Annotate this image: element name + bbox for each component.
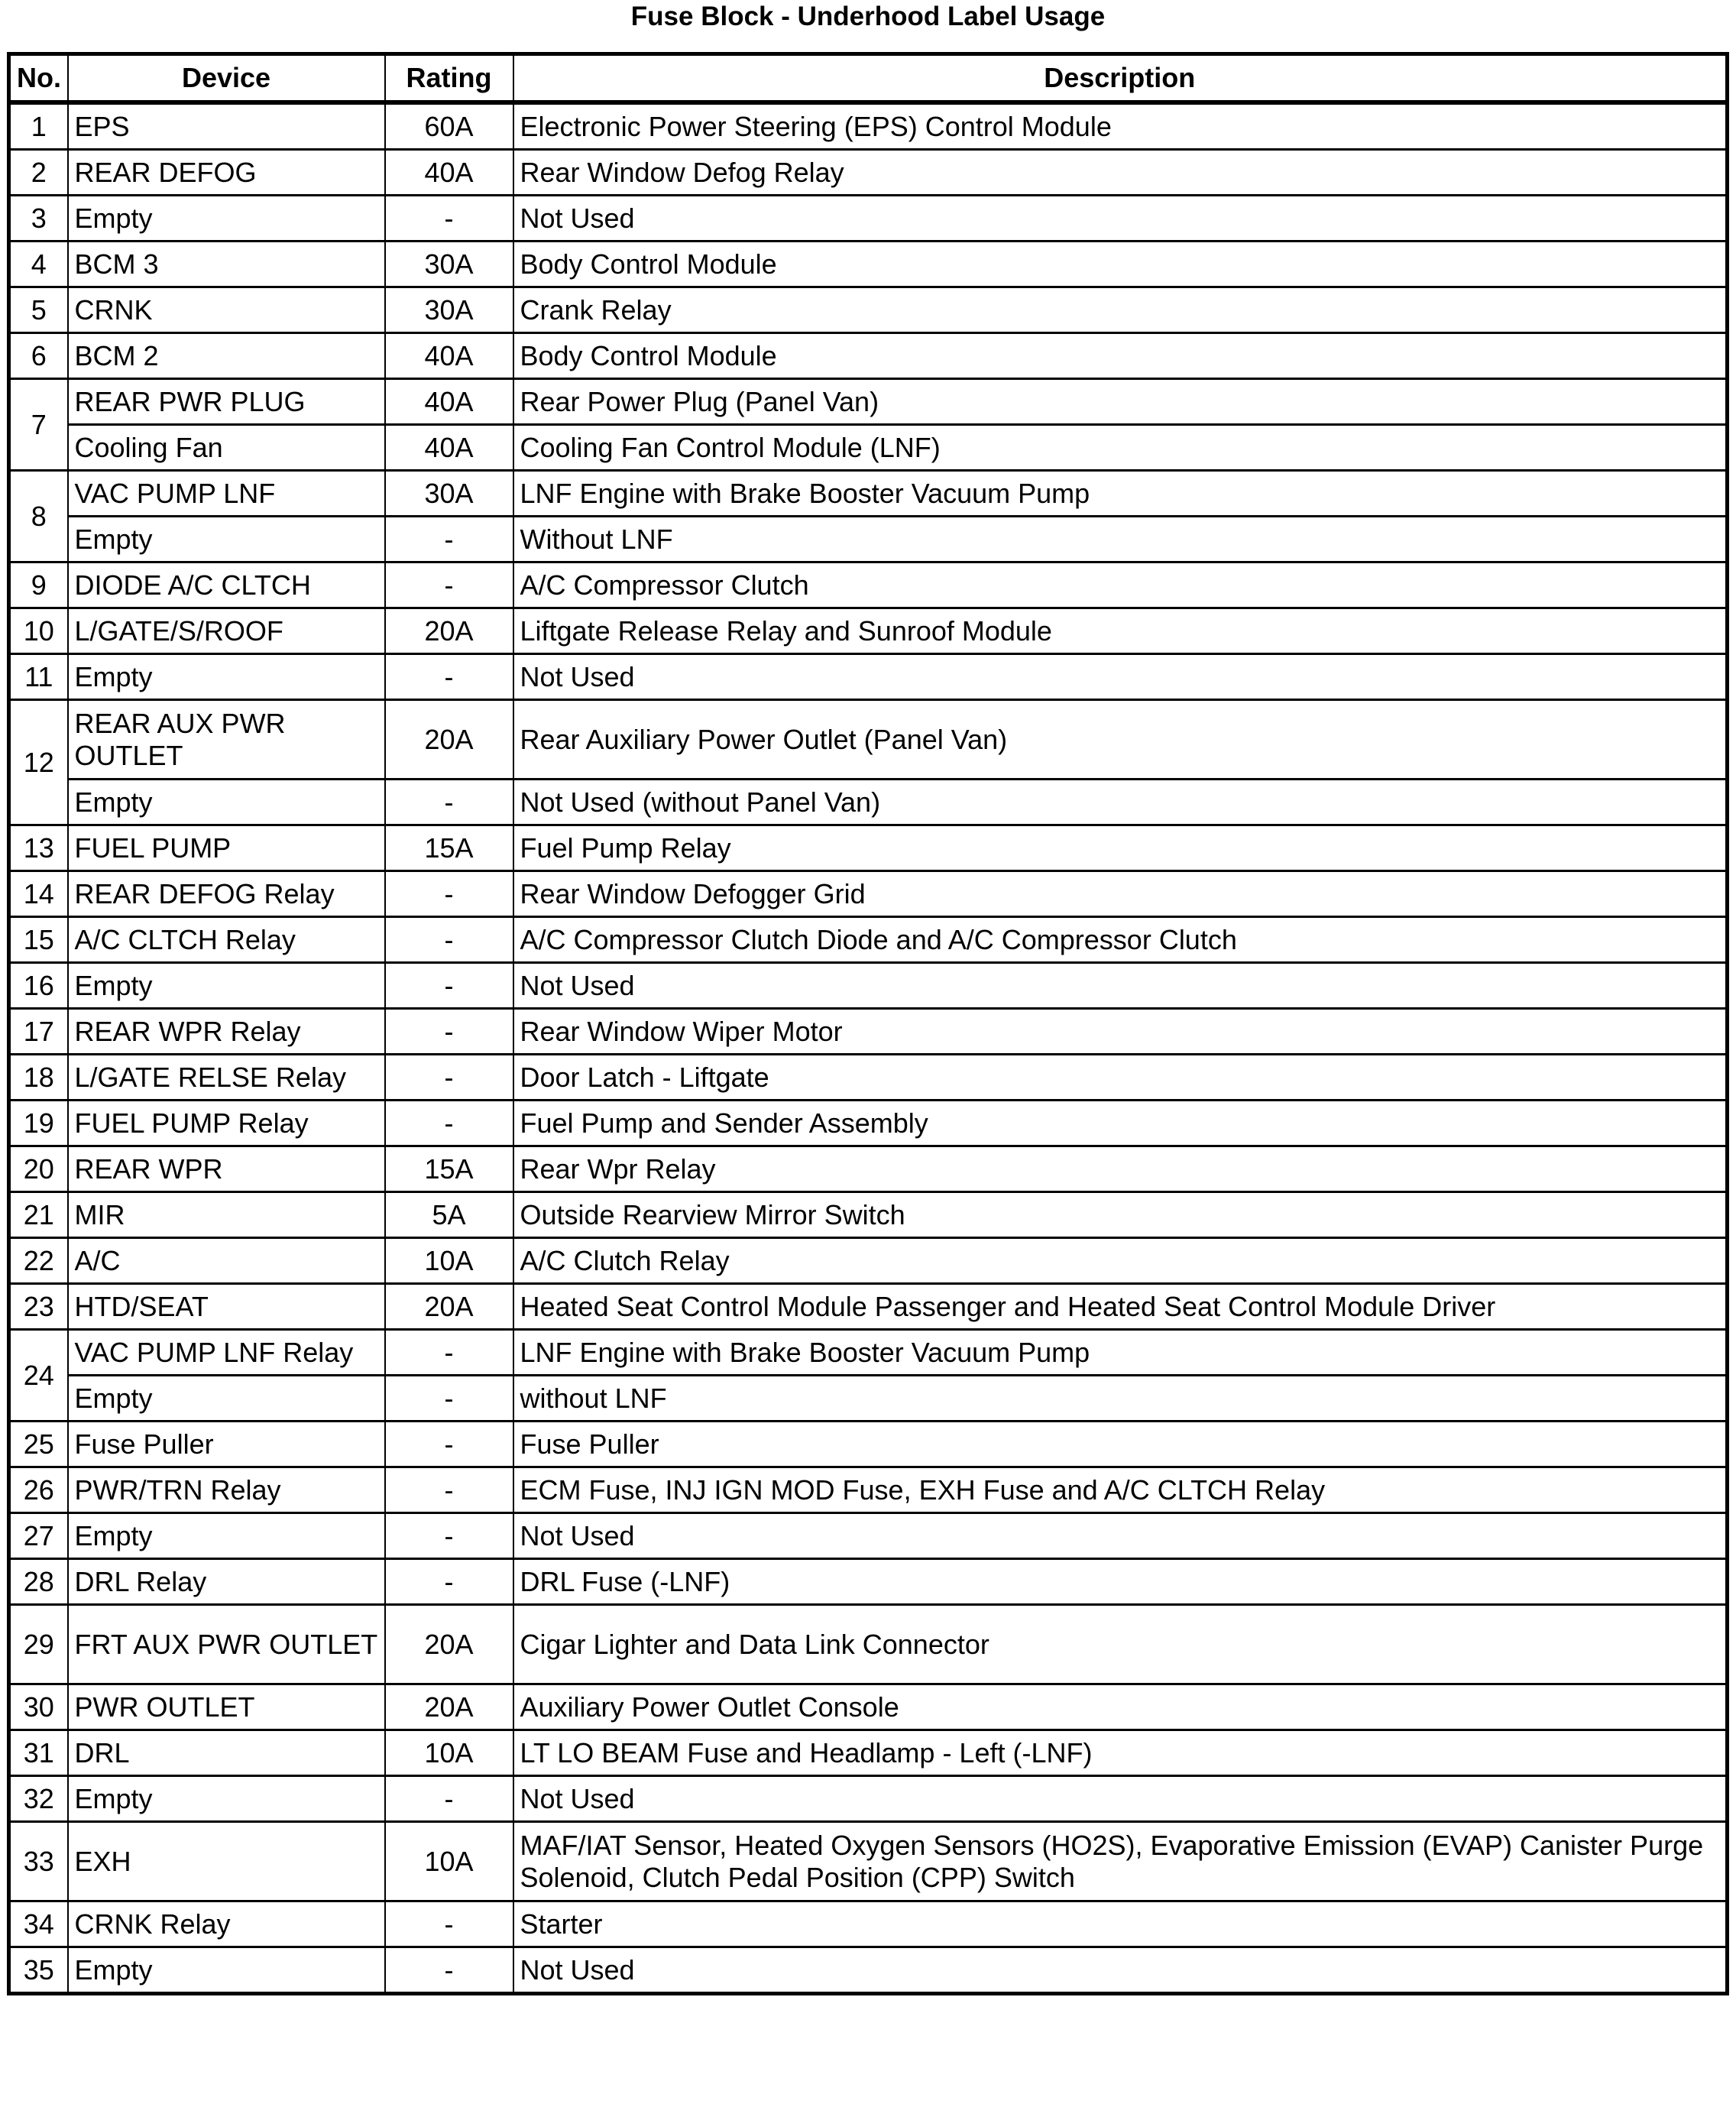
device-cell: A/C [68, 1238, 385, 1284]
table-row [9, 287, 1728, 333]
device-cell: CRNK [68, 287, 385, 333]
rating-cell: - [385, 517, 513, 562]
rating-cell: - [385, 780, 513, 825]
rating-cell: 10A [385, 1822, 513, 1901]
rating-cell: - [385, 1101, 513, 1146]
device-cell: REAR WPR Relay [68, 1009, 385, 1055]
table-row [9, 963, 1728, 1009]
table-row [9, 1330, 1728, 1376]
table-body [9, 102, 1728, 1994]
description-cell: ECM Fuse, INJ IGN MOD Fuse, EXH Fuse and A/C CLTCH Relay [513, 1467, 1728, 1513]
table-row [9, 517, 1728, 562]
table-row [9, 780, 1728, 825]
description-cell: Heated Seat Control Module Passenger and Heated Seat Control Module Driver [513, 1284, 1728, 1330]
device-cell: DIODE A/C CLTCH [68, 562, 385, 608]
fuse-number-cell: 4 [9, 242, 68, 287]
device-cell: A/C CLTCH Relay [68, 917, 385, 963]
description-cell: Not Used [513, 654, 1728, 700]
table-row [9, 1467, 1728, 1513]
rating-cell: 40A [385, 379, 513, 425]
description-cell: Rear Window Wiper Motor [513, 1009, 1728, 1055]
fuse-number-cell: 25 [9, 1422, 68, 1467]
fuse-number-cell: 22 [9, 1238, 68, 1284]
device-cell: FRT AUX PWR OUTLET [68, 1605, 385, 1684]
rating-cell: 15A [385, 1146, 513, 1192]
fuse-number-cell: 30 [9, 1684, 68, 1730]
fuse-number-cell: 32 [9, 1776, 68, 1822]
device-cell: CRNK Relay [68, 1901, 385, 1947]
device-cell: REAR AUX PWR OUTLET [68, 700, 385, 780]
table-row [9, 1146, 1728, 1192]
fuse-number-cell: 26 [9, 1467, 68, 1513]
table-row [9, 471, 1728, 517]
description-cell: A/C Compressor Clutch Diode and A/C Compressor Clutch [513, 917, 1728, 963]
rating-cell: - [385, 1055, 513, 1101]
rating-cell: 30A [385, 287, 513, 333]
fuse-number-cell: 8 [9, 471, 68, 562]
fuse-usage-table [7, 52, 1729, 1995]
description-cell: Door Latch - Liftgate [513, 1055, 1728, 1101]
table-row [9, 379, 1728, 425]
description-cell: Electronic Power Steering (EPS) Control Module [513, 102, 1728, 150]
description-cell: Not Used [513, 196, 1728, 242]
fuse-number-cell: 9 [9, 562, 68, 608]
description-cell: Body Control Module [513, 333, 1728, 379]
table-row [9, 1009, 1728, 1055]
device-cell: L/GATE RELSE Relay [68, 1055, 385, 1101]
rating-cell: 20A [385, 1284, 513, 1330]
table-row [9, 1513, 1728, 1559]
description-cell: Not Used [513, 1947, 1728, 1994]
fuse-number-cell: 3 [9, 196, 68, 242]
fuse-number-cell: 12 [9, 700, 68, 825]
fuse-number-cell: 16 [9, 963, 68, 1009]
table-row [9, 1422, 1728, 1467]
description-cell: Fuel Pump Relay [513, 825, 1728, 871]
fuse-number-cell: 10 [9, 608, 68, 654]
fuse-number-cell: 35 [9, 1947, 68, 1994]
description-cell: Rear Wpr Relay [513, 1146, 1728, 1192]
header-device: Device [68, 54, 385, 103]
document-title: Fuse Block - Underhood Label Usage [630, 2, 1106, 31]
table-row [9, 1559, 1728, 1605]
fuse-number-cell: 29 [9, 1605, 68, 1684]
table-row [9, 333, 1728, 379]
device-cell: Cooling Fan [68, 425, 385, 471]
description-cell: Not Used [513, 963, 1728, 1009]
device-cell: Empty [68, 1376, 385, 1422]
table-row [9, 1776, 1728, 1822]
description-cell: Cigar Lighter and Data Link Connector [513, 1605, 1728, 1684]
table-row [9, 825, 1728, 871]
rating-cell: - [385, 1376, 513, 1422]
table-row [9, 1238, 1728, 1284]
rating-cell: 20A [385, 1684, 513, 1730]
description-cell: Body Control Module [513, 242, 1728, 287]
rating-cell: 5A [385, 1192, 513, 1238]
description-cell: MAF/IAT Sensor, Heated Oxygen Sensors (HO2S), Evaporative Emission (EVAP) Canister Purge Solenoid, Clutch Pedal Position (CPP) Switch [513, 1822, 1728, 1901]
header-rating: Rating [385, 54, 513, 103]
description-cell: Auxiliary Power Outlet Console [513, 1684, 1728, 1730]
device-cell: REAR PWR PLUG [68, 379, 385, 425]
rating-cell: - [385, 654, 513, 700]
device-cell: Empty [68, 1947, 385, 1994]
rating-cell: 20A [385, 700, 513, 780]
fuse-number-cell: 13 [9, 825, 68, 871]
table-row [9, 1684, 1728, 1730]
rating-cell: 30A [385, 471, 513, 517]
device-cell: FUEL PUMP Relay [68, 1101, 385, 1146]
table-header-row [9, 54, 1728, 103]
rating-cell: 10A [385, 1238, 513, 1284]
fuse-number-cell: 17 [9, 1009, 68, 1055]
table-row [9, 654, 1728, 700]
device-cell: Empty [68, 963, 385, 1009]
table-row [9, 1605, 1728, 1684]
description-cell: Starter [513, 1901, 1728, 1947]
rating-cell: 20A [385, 608, 513, 654]
device-cell: DRL [68, 1730, 385, 1776]
rating-cell: 15A [385, 825, 513, 871]
table-row [9, 196, 1728, 242]
description-cell: Rear Window Defogger Grid [513, 871, 1728, 917]
description-cell: Rear Power Plug (Panel Van) [513, 379, 1728, 425]
fuse-number-cell: 2 [9, 150, 68, 196]
table-row [9, 1192, 1728, 1238]
description-cell: Not Used [513, 1776, 1728, 1822]
description-cell: Rear Auxiliary Power Outlet (Panel Van) [513, 700, 1728, 780]
device-cell: MIR [68, 1192, 385, 1238]
fuse-number-cell: 18 [9, 1055, 68, 1101]
table-row [9, 871, 1728, 917]
device-cell: VAC PUMP LNF [68, 471, 385, 517]
description-cell: Not Used [513, 1513, 1728, 1559]
rating-cell: - [385, 1009, 513, 1055]
table-row [9, 242, 1728, 287]
table-row [9, 700, 1728, 780]
header-no: No. [9, 54, 68, 103]
header-description: Description [513, 54, 1728, 103]
device-cell: PWR/TRN Relay [68, 1467, 385, 1513]
fuse-number-cell: 24 [9, 1330, 68, 1422]
fuse-number-cell: 6 [9, 333, 68, 379]
fuse-number-cell: 14 [9, 871, 68, 917]
description-cell: Fuse Puller [513, 1422, 1728, 1467]
device-cell: REAR DEFOG [68, 150, 385, 196]
rating-cell: - [385, 196, 513, 242]
fuse-number-cell: 11 [9, 654, 68, 700]
table-row [9, 562, 1728, 608]
fuse-number-cell: 19 [9, 1101, 68, 1146]
device-cell: EXH [68, 1822, 385, 1901]
description-cell: Cooling Fan Control Module (LNF) [513, 425, 1728, 471]
device-cell: Empty [68, 780, 385, 825]
fuse-number-cell: 7 [9, 379, 68, 471]
description-cell: LNF Engine with Brake Booster Vacuum Pump [513, 471, 1728, 517]
table-row [9, 425, 1728, 471]
rating-cell: - [385, 1513, 513, 1559]
fuse-number-cell: 1 [9, 102, 68, 150]
device-cell: REAR DEFOG Relay [68, 871, 385, 917]
device-cell: PWR OUTLET [68, 1684, 385, 1730]
fuse-number-cell: 23 [9, 1284, 68, 1330]
device-cell: Empty [68, 517, 385, 562]
device-cell: L/GATE/S/ROOF [68, 608, 385, 654]
device-cell: BCM 2 [68, 333, 385, 379]
device-cell: Empty [68, 1513, 385, 1559]
description-cell: Crank Relay [513, 287, 1728, 333]
description-cell: Outside Rearview Mirror Switch [513, 1192, 1728, 1238]
table-row [9, 1284, 1728, 1330]
description-cell: A/C Clutch Relay [513, 1238, 1728, 1284]
rating-cell: - [385, 963, 513, 1009]
rating-cell: - [385, 1901, 513, 1947]
rating-cell: - [385, 1559, 513, 1605]
device-cell: Fuse Puller [68, 1422, 385, 1467]
description-cell: DRL Fuse (-LNF) [513, 1559, 1728, 1605]
rating-cell: - [385, 1467, 513, 1513]
description-cell: Without LNF [513, 517, 1728, 562]
device-cell: Empty [68, 654, 385, 700]
table-row [9, 150, 1728, 196]
table-row [9, 1730, 1728, 1776]
rating-cell: 40A [385, 425, 513, 471]
fuse-number-cell: 27 [9, 1513, 68, 1559]
fuse-number-cell: 28 [9, 1559, 68, 1605]
rating-cell: - [385, 562, 513, 608]
description-cell: Rear Window Defog Relay [513, 150, 1728, 196]
fuse-number-cell: 21 [9, 1192, 68, 1238]
table-row [9, 1822, 1728, 1901]
rating-cell: 40A [385, 150, 513, 196]
fuse-number-cell: 5 [9, 287, 68, 333]
description-cell: LNF Engine with Brake Booster Vacuum Pump [513, 1330, 1728, 1376]
device-cell: EPS [68, 102, 385, 150]
fuse-number-cell: 15 [9, 917, 68, 963]
device-cell: Empty [68, 196, 385, 242]
description-cell: without LNF [513, 1376, 1728, 1422]
fuse-number-cell: 31 [9, 1730, 68, 1776]
description-cell: LT LO BEAM Fuse and Headlamp - Left (-LNF) [513, 1730, 1728, 1776]
rating-cell: - [385, 1422, 513, 1467]
rating-cell: - [385, 1947, 513, 1994]
rating-cell: - [385, 1330, 513, 1376]
device-cell: Empty [68, 1776, 385, 1822]
description-cell: Fuel Pump and Sender Assembly [513, 1101, 1728, 1146]
table-row [9, 1055, 1728, 1101]
table-row [9, 1101, 1728, 1146]
rating-cell: 20A [385, 1605, 513, 1684]
fuse-number-cell: 33 [9, 1822, 68, 1901]
device-cell: BCM 3 [68, 242, 385, 287]
table-row [9, 917, 1728, 963]
rating-cell: 10A [385, 1730, 513, 1776]
fuse-number-cell: 34 [9, 1901, 68, 1947]
description-cell: A/C Compressor Clutch [513, 562, 1728, 608]
rating-cell: 30A [385, 242, 513, 287]
table-row [9, 608, 1728, 654]
description-cell: Liftgate Release Relay and Sunroof Module [513, 608, 1728, 654]
rating-cell: - [385, 917, 513, 963]
rating-cell: 40A [385, 333, 513, 379]
table-row [9, 1947, 1728, 1994]
table-row [9, 1376, 1728, 1422]
device-cell: HTD/SEAT [68, 1284, 385, 1330]
device-cell: FUEL PUMP [68, 825, 385, 871]
description-cell: Not Used (without Panel Van) [513, 780, 1728, 825]
rating-cell: - [385, 1776, 513, 1822]
device-cell: VAC PUMP LNF Relay [68, 1330, 385, 1376]
rating-cell: - [385, 871, 513, 917]
device-cell: REAR WPR [68, 1146, 385, 1192]
device-cell: DRL Relay [68, 1559, 385, 1605]
fuse-number-cell: 20 [9, 1146, 68, 1192]
rating-cell: 60A [385, 102, 513, 150]
table-row [9, 1901, 1728, 1947]
table-row [9, 102, 1728, 150]
